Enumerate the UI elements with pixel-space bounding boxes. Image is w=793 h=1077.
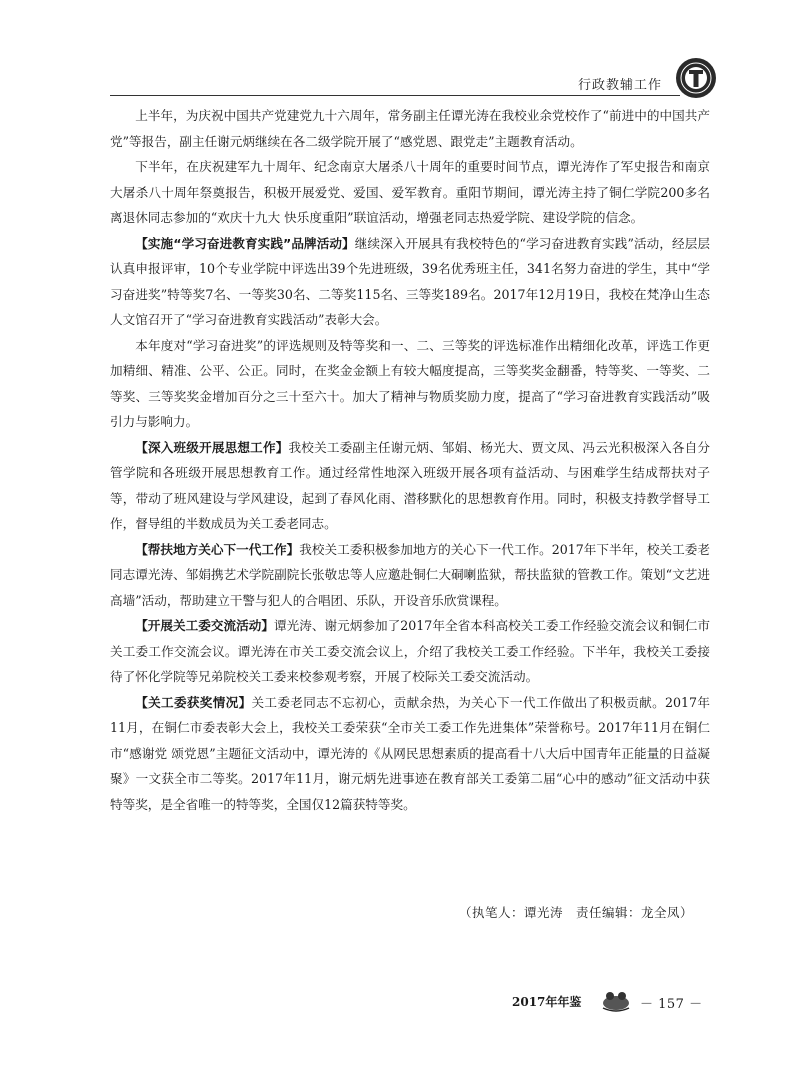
paragraph xyxy=(110,537,710,614)
author-byline: （执笔人：谭光涛 责任编辑：龙全凤） xyxy=(458,905,693,920)
page-number: － 157 － xyxy=(640,997,703,1012)
section-heading: 【关工委获奖情况】 xyxy=(135,694,252,710)
paragraph-text: 下半年，在庆祝建军九十周年、纪念南京大屠杀八十周年的重要时间节点，谭光涛作了军史报告和南京大屠杀八十周年祭奠报告，积极开展爱党、爱国、爱军教育。重阳节期间，谭光涛主持了铜仁学院200多名离退休同志参加的“欢庆十九大 快乐度重阳”联谊活动，增强老同志热爱学院、建设学院的信念。 xyxy=(110,159,710,225)
section-heading: 【深入班级开展思想工作】 xyxy=(135,439,289,455)
page-footer xyxy=(512,990,712,1014)
paragraph xyxy=(110,103,710,154)
section-heading: 【帮扶地方关心下一代工作】 xyxy=(135,541,300,557)
paragraph xyxy=(110,613,710,690)
paragraph-text: 本年度对“学习奋进奖”的评选规则及特等奖和一、二、三等奖的评选标准作出精细化改革，评选工作更加精细、精准、公平、公正。同时，在奖金金额上有较大幅度提高，三等奖奖金翻番，特等奖、一等奖、二等奖、三等奖奖金增加百分之三十至六十。加大了精神与物质奖励力度，提高了“学习奋进教育实践活动”吸引力与影响力。 xyxy=(110,337,710,429)
header-rule xyxy=(110,95,680,96)
paragraph xyxy=(110,690,710,818)
yearbook-title: 2017年年鉴 xyxy=(512,995,582,1009)
paragraph xyxy=(110,435,710,537)
paragraph-text: 谭光涛、谢元炳参加了2017年全省本科高校关工委工作经验交流会议和铜仁市关工委工作交流会议。谭光涛在市关工委交流会议上，介绍了我校关工委工作经验。下半年，我校关工委接待了怀化学院等兄弟院校关工委来校参观考察，开展了校际关工委交流活动。 xyxy=(110,618,710,684)
section-heading: 【实施“学习奋进教育实践”品牌活动】 xyxy=(135,235,355,251)
section-title: 行政教辅工作 xyxy=(577,78,662,93)
paragraph-text: 上半年，为庆祝中国共产党建党九十六周年，常务副主任谭光涛在我校业余党校作了“前进中的中国共产党”等报告，副主任谢元炳继续在各二级学院开展了“感党恩、跟党走”主题教育活动。 xyxy=(110,108,710,149)
university-seal-icon xyxy=(674,56,718,100)
paragraph xyxy=(110,154,710,231)
yearbook-emblem-icon xyxy=(598,988,634,1012)
page-header xyxy=(110,74,680,96)
section-heading: 【开展关工委交流活动】 xyxy=(135,618,275,633)
paragraph xyxy=(110,333,710,435)
paragraph xyxy=(110,231,710,333)
paragraph-text: 我校关工委副主任谢元炳、邹娟、杨光大、贾文凤、冯云光积极深入各自分管学院和各班级开展思想教育工作。通过经常性地深入班级开展各项有益活动、与困难学生结成帮扶对子等，带动了班风建设与学风建设，起到了春风化雨、潜移默化的思想教育作用。同时，积极支持教学督导工作，督导组的半数成员为关工委老同志。 xyxy=(110,439,711,531)
paragraph-text: 我校关工委积极参加地方的关心下一代工作。2017年下半年，校关工委老同志谭光涛、邹娟携艺术学院副院长张敬忠等人应邀赴铜仁大硐喇监狱，帮扶监狱的管教工作。策划“文艺进高墙”活动，帮助建立干警与犯人的合唱团、乐队，开设音乐欣赏课程。 xyxy=(110,541,710,608)
article-body xyxy=(110,103,710,817)
paragraph-text: 继续深入开展具有我校特色的“学习奋进教育实践”活动，经层层认真申报评审，10个专业学院中评选出39个先进班级，39名优秀班主任，341名努力奋进的学生，其中“学习奋进奖”特等奖7名、一等奖30名、二等奖115名、三等奖189名。2017年12月19日，我校在梵净山生态人文馆召开了“学习奋进教育实践活动”表彰大会。 xyxy=(110,235,710,327)
paragraph-text: 关工委老同志不忘初心，贡献余热，为关心下一代工作做出了积极贡献。2017年11月，在铜仁市委表彰大会上，我校关工委荣获“全市关工委工作先进集体”荣誉称号。2017年11月在铜仁市“感谢党 颂党恩”主题征文活动中，谭光涛的《从网民思想素质的提高看十八大后中国青年正能量的日益凝聚》一文获全市二等奖。2017年11月，谢元炳先进事迹在教育部关工委第二届“心中的感动”征文活动中获特等奖，是全省唯一的特等奖，全国仅12篇获特等奖。 xyxy=(110,694,710,812)
